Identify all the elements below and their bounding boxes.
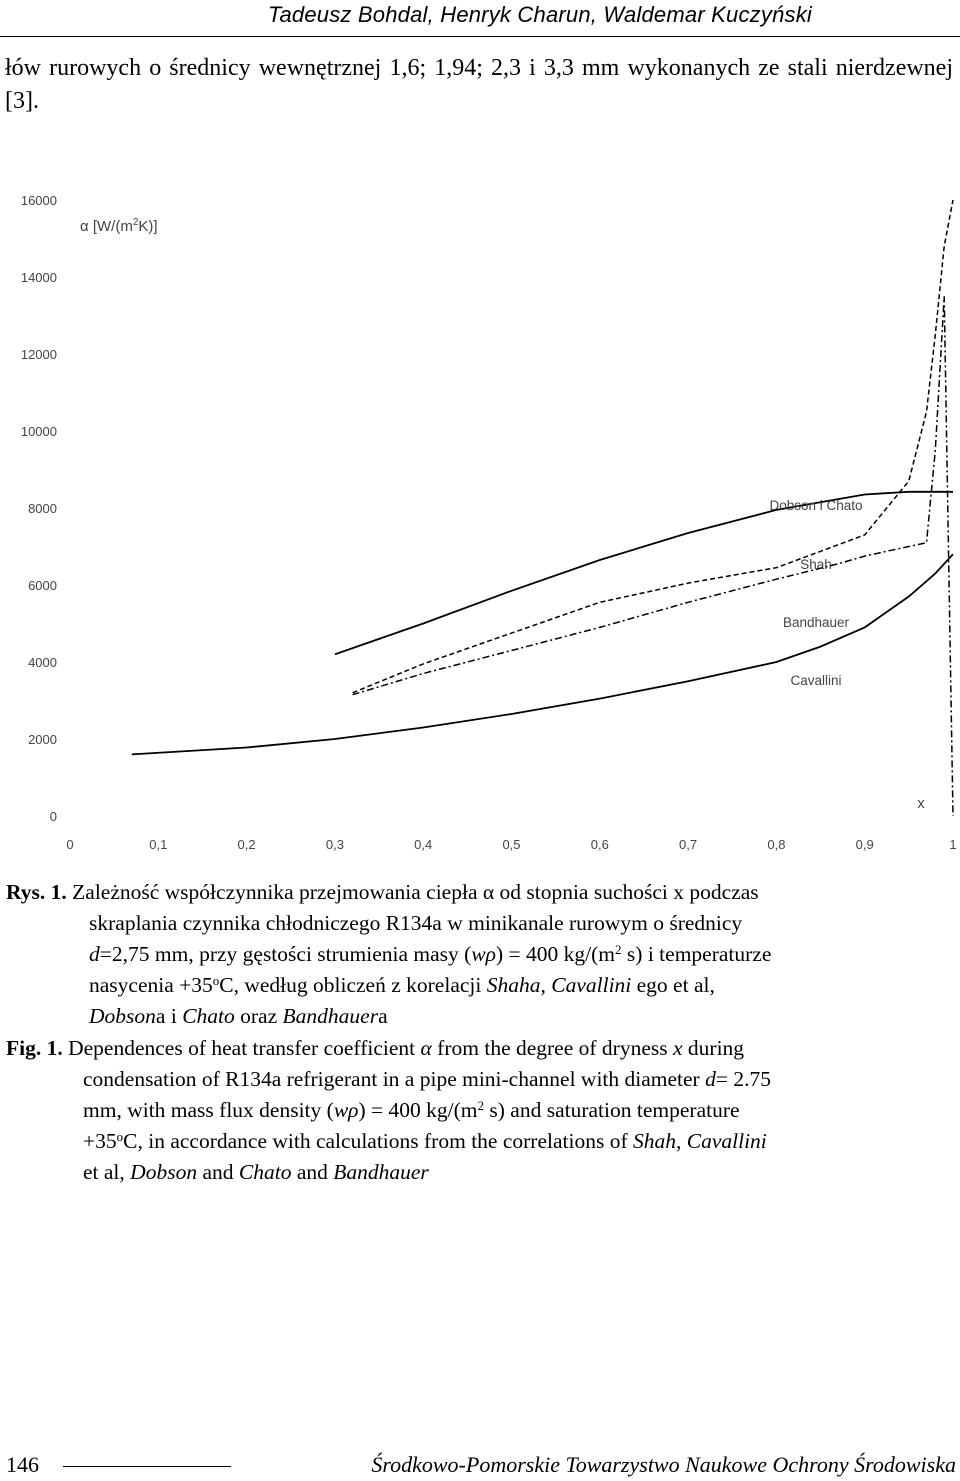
x-axis-label: x [917, 795, 925, 812]
caption-pl-sup-2: 2 [615, 942, 622, 957]
caption-pl-l5b: a i [155, 1004, 183, 1028]
caption-en-l3c: ) = 400 kg/(m [358, 1098, 478, 1122]
caption-en-l1a: Dependences of heat transfer coefficient [68, 1036, 421, 1060]
y-tick-label: 4000 [28, 655, 57, 670]
caption-pl-chato: Chato [182, 1004, 235, 1028]
figure-caption-polish [6, 877, 956, 1032]
caption-pl-l3e: s) i temperaturze [621, 942, 772, 966]
y-tick-label: 14000 [20, 270, 57, 285]
caption-en-l3a: mm, with mass flux density ( [83, 1098, 334, 1122]
caption-pl-shaha: Shaha [486, 973, 541, 997]
caption-en-sup-o: o [116, 1129, 124, 1144]
caption-en-l1e: during [682, 1036, 745, 1060]
y-tick-label: 8000 [28, 501, 57, 516]
caption-en-l5e: and [291, 1160, 334, 1184]
figure-caption-english [6, 1033, 956, 1188]
caption-pl-wrho: wρ [471, 942, 497, 966]
caption-pl-cavallini: Cavallini [551, 973, 632, 997]
header-rule [0, 36, 960, 37]
caption-pl-line-2: skraplania czynnika chłodniczego R134a w minikanale rurowym o średnicy [89, 911, 743, 935]
series-line [353, 200, 953, 693]
caption-pl-l4d: , [540, 973, 552, 997]
x-tick-label: 0,8 [767, 837, 786, 852]
series-label: Cavallini [790, 673, 842, 688]
x-tick-label: 0 [66, 837, 74, 852]
y-tick-label: 6000 [28, 578, 57, 593]
caption-en-l4a: +35 [83, 1129, 117, 1153]
y-tick-label: 16000 [20, 193, 57, 208]
y-tick-label: 0 [49, 809, 57, 824]
x-tick-label: 0,3 [325, 837, 344, 852]
caption-en-cavallini: Cavallini [686, 1129, 767, 1153]
x-tick-label: 0,1 [149, 837, 168, 852]
x-tick-label: 1 [949, 837, 957, 852]
y-tick-label: 10000 [20, 424, 57, 439]
caption-pl-d: d [89, 942, 100, 966]
x-tick-label: 0,2 [237, 837, 256, 852]
series-line [353, 296, 953, 816]
footer-rule [63, 1466, 231, 1467]
y-axis-label: α $[W/(m^2K)]$ [80, 217, 158, 235]
caption-pl-l3d: ) = 400 kg/(m [496, 942, 616, 966]
series-label: Bandhauer [782, 615, 850, 630]
caption-en-l1c: from the degree of dryness [431, 1036, 673, 1060]
caption-pl-dobson: Dobson [89, 1004, 156, 1028]
running-header-authors: Tadeusz Bohdal, Henryk Charun, Waldemar Kuczyński [267, 2, 812, 27]
caption-pl-line-3 [6, 939, 956, 970]
alpha-vs-x-chart [0, 180, 960, 860]
caption-pl-label: Rys. 1. [6, 880, 67, 904]
caption-en-sup-2: 2 [477, 1098, 485, 1113]
series-label: Dobson i Chato [769, 498, 863, 513]
caption-en-l4b: C, in accordance with calculations from the correlations of [123, 1129, 633, 1153]
caption-en-l5c: and [197, 1160, 239, 1184]
caption-pl-bandhauer: Bandhauer [282, 1004, 379, 1028]
caption-en-l4d: , [675, 1129, 687, 1153]
caption-pl-l4b: C, według obliczeń z korelacji [219, 973, 487, 997]
series-label: Shah [800, 557, 832, 572]
caption-en-bandhauer: Bandhauer [333, 1160, 429, 1184]
intro-paragraph: łów rurowych o średnicy wewnętrznej 1,6; 1,94; 2,3 i 3,3 mm wykonanych ze stali nierdzewnej [3]. [5, 55, 953, 114]
y-tick-label: 2000 [28, 732, 57, 747]
x-tick-label: 0,5 [502, 837, 521, 852]
caption-en-d: d [705, 1067, 716, 1091]
caption-en-line-4 [6, 1126, 956, 1157]
x-tick-label: 0,4 [414, 837, 433, 852]
caption-en-label: Fig. 1. [6, 1036, 63, 1060]
caption-pl-line-4 [6, 970, 956, 1001]
page-number: 146 [6, 1452, 39, 1477]
caption-pl-l5f: a [378, 1004, 388, 1028]
caption-en-l2a: condensation of R134a refrigerant in a pipe mini-channel with diameter [83, 1067, 706, 1091]
caption-en-line-2 [6, 1064, 956, 1095]
caption-pl-l4f: ego et al, [631, 973, 715, 997]
caption-en-chato: Chato [238, 1160, 292, 1184]
caption-en-dobson: Dobson [130, 1160, 198, 1184]
caption-en-l5a: et al, [83, 1160, 131, 1184]
caption-en-l2c: = 2.75 [715, 1067, 771, 1091]
caption-pl-l4a: nasycenia +35 [89, 973, 213, 997]
series-line [132, 554, 953, 754]
caption-en-line-3 [6, 1095, 956, 1126]
caption-en-line-5 [6, 1157, 956, 1188]
caption-pl-line-5 [6, 1001, 956, 1032]
caption-en-shah: Shah [632, 1129, 676, 1153]
y-tick-label: 12000 [20, 347, 57, 362]
caption-pl-l5d: oraz [234, 1004, 283, 1028]
caption-en-l3d: s) and saturation temperature [484, 1098, 740, 1122]
x-tick-label: 0,9 [855, 837, 874, 852]
caption-pl-line-1: Zależność współczynnika przejmowania ciepła α od stopnia suchości x podczas [72, 880, 759, 904]
caption-en-wrho: wρ [333, 1098, 359, 1122]
caption-en-alpha: α [420, 1036, 432, 1060]
caption-pl-sup-o: o [212, 973, 220, 988]
caption-pl-l3b: =2,75 mm, przy gęstości strumienia masy ( [99, 942, 472, 966]
caption-en-x: x [673, 1036, 683, 1060]
x-tick-label: 0,7 [679, 837, 698, 852]
x-tick-label: 0,6 [590, 837, 609, 852]
footer-journal-name: Środkowo-Pomorskie Towarzystwo Naukowe Ochrony Środowiska [371, 1452, 956, 1477]
